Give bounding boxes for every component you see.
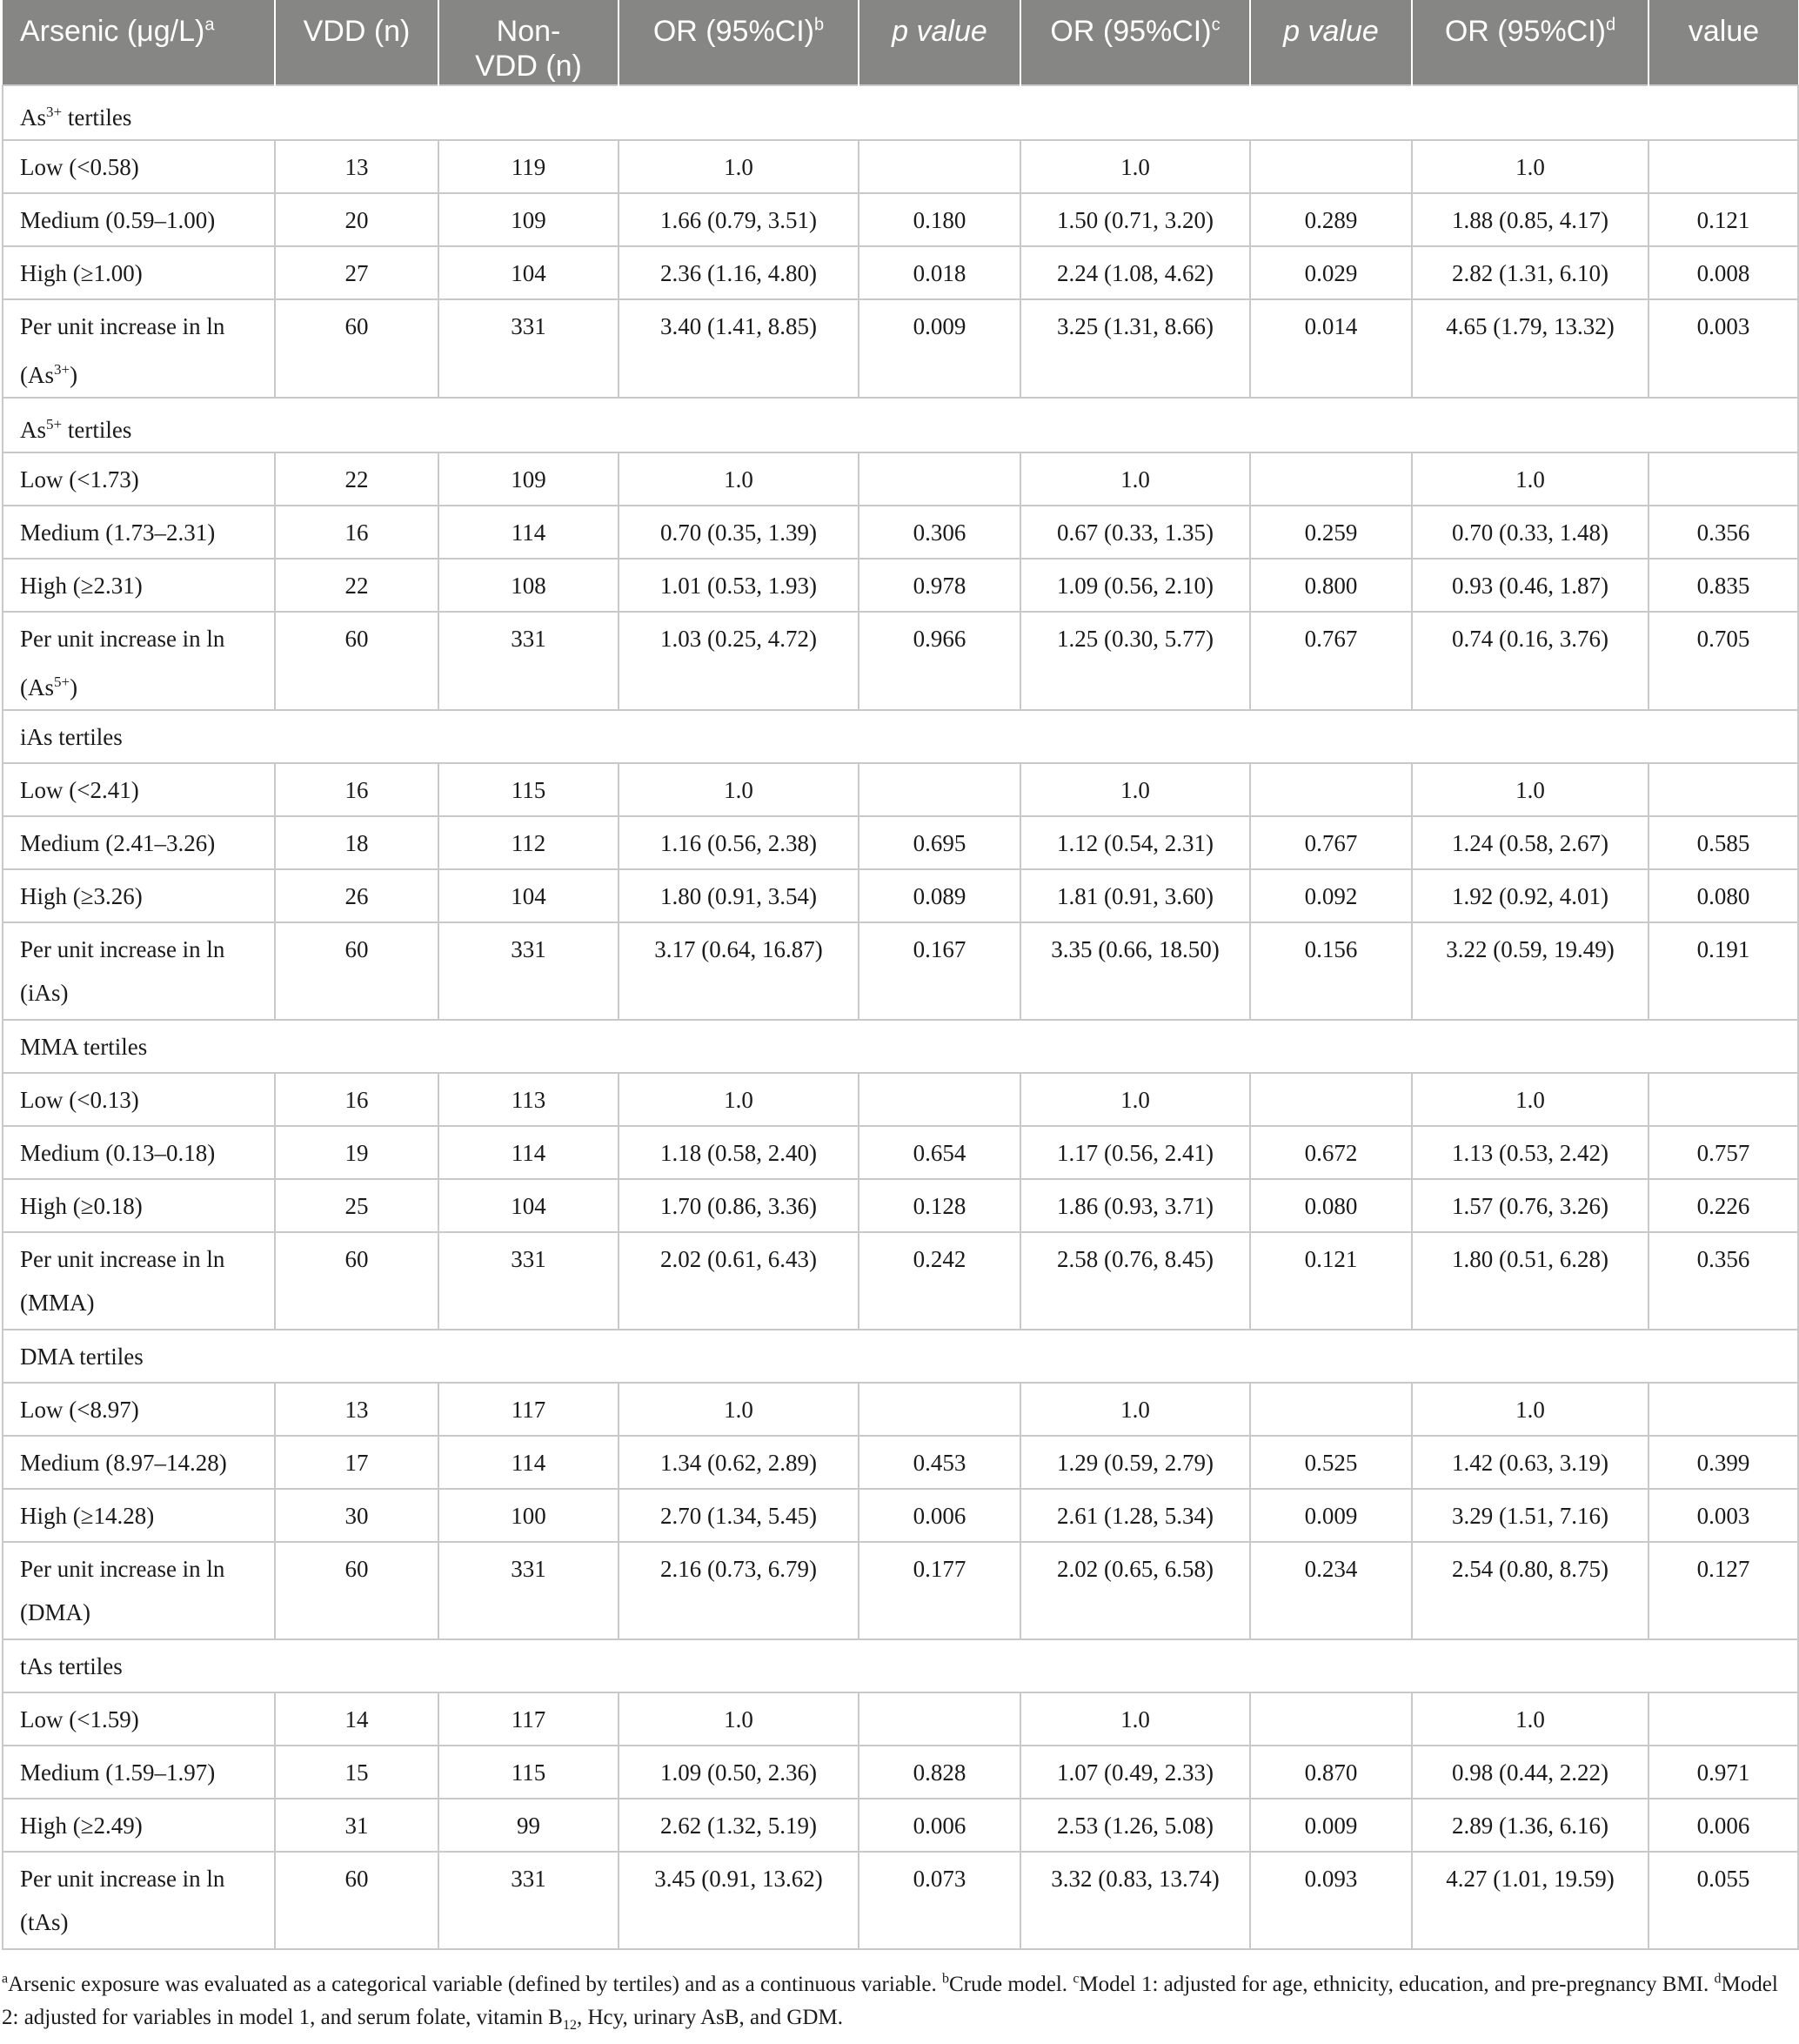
- or-crude-cell: 1.0: [619, 140, 859, 193]
- non-vdd-count-cell: 104: [438, 1179, 619, 1232]
- p-crude-cell: 0.695: [859, 816, 1020, 869]
- vdd-count-cell: 26: [275, 869, 438, 922]
- header-non-vdd: Non- VDD (n): [438, 0, 619, 85]
- p-model2-cell: [1649, 452, 1798, 506]
- vdd-count-cell: 18: [275, 816, 438, 869]
- table-footnotes: $^a$Arsenic exposure was evaluated as a categorical variable (defined by tertiles) and as a continuous variable. $^b$Crude model. $^c$Model 1: adjusted for age, ethnicity, education, and pre-pregnancy BMI. $^d$Model 2: adjusted for variables in model 1, and serum folate, vitamin $B_{12}$, Hcy, urinary AsB, and GDM.: [2, 1971, 1778, 2033]
- vdd-count-cell: 27: [275, 246, 438, 299]
- or-model2-cell: 1.92 (0.92, 4.01): [1412, 869, 1649, 922]
- vdd-count-cell: 25: [275, 1179, 438, 1232]
- p-model1-cell: 0.767: [1250, 612, 1412, 710]
- table-row: [3, 763, 1798, 816]
- or-model2-cell: 1.57 (0.76, 3.26): [1412, 1179, 1649, 1232]
- p-model1-cell: [1250, 1383, 1412, 1436]
- or-crude-cell: 1.80 (0.91, 3.54): [619, 869, 859, 922]
- p-model1-cell: [1250, 763, 1412, 816]
- header-p-model2: value: [1649, 0, 1798, 85]
- or-crude-cell: 1.0: [619, 763, 859, 816]
- p-model2-cell: 0.055: [1649, 1852, 1798, 1949]
- vdd-count-cell: 16: [275, 763, 438, 816]
- or-crude-cell: 1.0: [619, 1383, 859, 1436]
- non-vdd-count-cell: 114: [438, 506, 619, 559]
- or-model1-cell: 1.25 (0.30, 5.77): [1020, 612, 1250, 710]
- or-crude-cell: 3.45 (0.91, 13.62): [619, 1852, 859, 1949]
- or-model1-cell: 2.24 (1.08, 4.62): [1020, 246, 1250, 299]
- p-crude-cell: 0.453: [859, 1436, 1020, 1489]
- p-crude-cell: 0.966: [859, 612, 1020, 710]
- non-vdd-count-cell: 112: [438, 816, 619, 869]
- row-label: High (≥3.26): [3, 869, 275, 922]
- or-model2-cell: 4.65 (1.79, 13.32): [1412, 299, 1649, 398]
- non-vdd-count-cell: 114: [438, 1126, 619, 1179]
- vdd-count-cell: 16: [275, 506, 438, 559]
- or-model1-cell: 1.0: [1020, 1692, 1250, 1746]
- or-crude-cell: 1.0: [619, 1692, 859, 1746]
- or-model1-cell: 1.86 (0.93, 3.71): [1020, 1179, 1250, 1232]
- p-crude-cell: [859, 763, 1020, 816]
- or-crude-cell: 3.40 (1.41, 8.85): [619, 299, 859, 398]
- table-row: [3, 1383, 1798, 1436]
- or-model1-cell: 3.35 (0.66, 18.50): [1020, 922, 1250, 1020]
- or-model1-cell: 2.53 (1.26, 5.08): [1020, 1799, 1250, 1852]
- table-row: [3, 1746, 1798, 1799]
- row-label: Per unit increase in ln (DMA): [3, 1542, 275, 1639]
- or-model2-cell: 0.98 (0.44, 2.22): [1412, 1746, 1649, 1799]
- or-model1-cell: 2.02 (0.65, 6.58): [1020, 1542, 1250, 1639]
- p-model2-cell: 0.356: [1649, 1232, 1798, 1330]
- p-model2-cell: 0.705: [1649, 612, 1798, 710]
- vdd-count-cell: 16: [275, 1073, 438, 1126]
- p-model2-cell: 0.191: [1649, 922, 1798, 1020]
- non-vdd-count-cell: 331: [438, 922, 619, 1020]
- table-row: [3, 816, 1798, 869]
- non-vdd-count-cell: 100: [438, 1489, 619, 1542]
- or-crude-cell: 1.0: [619, 452, 859, 506]
- header-p-model1: p value: [1250, 0, 1412, 85]
- or-crude-cell: 2.02 (0.61, 6.43): [619, 1232, 859, 1330]
- table-row: [3, 612, 1798, 710]
- non-vdd-count-cell: 115: [438, 763, 619, 816]
- non-vdd-count-cell: 119: [438, 140, 619, 193]
- vdd-count-cell: 19: [275, 1126, 438, 1179]
- or-model1-cell: 1.0: [1020, 1383, 1250, 1436]
- p-model1-cell: 0.767: [1250, 816, 1412, 869]
- or-model1-cell: 0.67 (0.33, 1.35): [1020, 506, 1250, 559]
- or-model2-cell: 0.93 (0.46, 1.87): [1412, 559, 1649, 612]
- p-model1-cell: [1250, 1692, 1412, 1746]
- table-row: [3, 1489, 1798, 1542]
- or-model1-cell: 1.50 (0.71, 3.20): [1020, 193, 1250, 246]
- or-model2-cell: 1.80 (0.51, 6.28): [1412, 1232, 1649, 1330]
- section-title: DMA tertiles: [3, 1330, 1798, 1383]
- or-model2-cell: 1.0: [1412, 1692, 1649, 1746]
- section-header-row: [3, 398, 1798, 452]
- vdd-count-cell: 15: [275, 1746, 438, 1799]
- or-model1-cell: 1.12 (0.54, 2.31): [1020, 816, 1250, 869]
- or-model2-cell: 1.42 (0.63, 3.19): [1412, 1436, 1649, 1489]
- table-row: [3, 1542, 1798, 1639]
- p-crude-cell: [859, 452, 1020, 506]
- row-label: High (≥2.49): [3, 1799, 275, 1852]
- vdd-count-cell: 31: [275, 1799, 438, 1852]
- vdd-count-cell: 30: [275, 1489, 438, 1542]
- or-model1-cell: 1.29 (0.59, 2.79): [1020, 1436, 1250, 1489]
- section-title: $As^{5+}$ tertiles: [3, 398, 1798, 452]
- p-crude-cell: [859, 1692, 1020, 1746]
- or-model2-cell: 1.0: [1412, 452, 1649, 506]
- row-label: Medium (1.73–2.31): [3, 506, 275, 559]
- row-label: Per unit increase in ln $(As^{5+})$: [3, 612, 275, 710]
- or-crude-cell: 1.18 (0.58, 2.40): [619, 1126, 859, 1179]
- p-model1-cell: 0.080: [1250, 1179, 1412, 1232]
- or-crude-cell: 1.03 (0.25, 4.72): [619, 612, 859, 710]
- or-crude-cell: 2.62 (1.32, 5.19): [619, 1799, 859, 1852]
- or-crude-cell: 1.01 (0.53, 1.93): [619, 559, 859, 612]
- p-crude-cell: 0.006: [859, 1799, 1020, 1852]
- section-title: MMA tertiles: [3, 1020, 1798, 1073]
- or-model1-cell: 1.0: [1020, 1073, 1250, 1126]
- or-model2-cell: 3.22 (0.59, 19.49): [1412, 922, 1649, 1020]
- p-crude-cell: 0.828: [859, 1746, 1020, 1799]
- or-model2-cell: 1.88 (0.85, 4.17): [1412, 193, 1649, 246]
- p-model2-cell: 0.757: [1649, 1126, 1798, 1179]
- or-model2-cell: 0.70 (0.33, 1.48): [1412, 506, 1649, 559]
- row-label: Per unit increase in ln (tAs): [3, 1852, 275, 1949]
- section-header-row: [3, 710, 1798, 763]
- p-model2-cell: 0.121: [1649, 193, 1798, 246]
- or-crude-cell: 1.16 (0.56, 2.38): [619, 816, 859, 869]
- row-label: Medium (0.59–1.00): [3, 193, 275, 246]
- p-crude-cell: 0.167: [859, 922, 1020, 1020]
- table-row: [3, 869, 1798, 922]
- or-crude-cell: 1.66 (0.79, 3.51): [619, 193, 859, 246]
- p-model1-cell: 0.014: [1250, 299, 1412, 398]
- non-vdd-count-cell: 117: [438, 1692, 619, 1746]
- or-model2-cell: 0.74 (0.16, 3.76): [1412, 612, 1649, 710]
- or-crude-cell: 0.70 (0.35, 1.39): [619, 506, 859, 559]
- p-model2-cell: 0.356: [1649, 506, 1798, 559]
- or-model1-cell: 1.09 (0.56, 2.10): [1020, 559, 1250, 612]
- table-row: [3, 1232, 1798, 1330]
- row-label: Medium (0.13–0.18): [3, 1126, 275, 1179]
- non-vdd-count-cell: 115: [438, 1746, 619, 1799]
- or-model1-cell: 2.58 (0.76, 8.45): [1020, 1232, 1250, 1330]
- non-vdd-count-cell: 331: [438, 1542, 619, 1639]
- non-vdd-count-cell: 331: [438, 299, 619, 398]
- table-row: [3, 452, 1798, 506]
- section-header-row: [3, 85, 1798, 140]
- or-crude-cell: 1.09 (0.50, 2.36): [619, 1746, 859, 1799]
- or-model1-cell: 1.0: [1020, 140, 1250, 193]
- table-row: [3, 1073, 1798, 1126]
- p-model2-cell: [1649, 1692, 1798, 1746]
- table-row: [3, 1799, 1798, 1852]
- row-label: Low (<2.41): [3, 763, 275, 816]
- p-crude-cell: [859, 1383, 1020, 1436]
- non-vdd-count-cell: 331: [438, 612, 619, 710]
- vdd-count-cell: 60: [275, 1852, 438, 1949]
- row-label: Per unit increase in ln (MMA): [3, 1232, 275, 1330]
- non-vdd-count-cell: 108: [438, 559, 619, 612]
- vdd-count-cell: 22: [275, 452, 438, 506]
- vdd-count-cell: 60: [275, 299, 438, 398]
- or-model1-cell: 1.0: [1020, 763, 1250, 816]
- p-crude-cell: [859, 1073, 1020, 1126]
- header-or-model2: OR $(95\%CI)^d$: [1412, 0, 1649, 85]
- table-row: [3, 1692, 1798, 1746]
- or-model1-cell: 1.81 (0.91, 3.60): [1020, 869, 1250, 922]
- p-model1-cell: 0.093: [1250, 1852, 1412, 1949]
- or-model2-cell: 3.29 (1.51, 7.16): [1412, 1489, 1649, 1542]
- p-model1-cell: 0.092: [1250, 869, 1412, 922]
- p-model2-cell: 0.835: [1649, 559, 1798, 612]
- non-vdd-count-cell: 104: [438, 246, 619, 299]
- row-label: High (≥1.00): [3, 246, 275, 299]
- table-row: [3, 246, 1798, 299]
- or-model1-cell: 3.25 (1.31, 8.66): [1020, 299, 1250, 398]
- vdd-count-cell: 60: [275, 922, 438, 1020]
- non-vdd-count-cell: 99: [438, 1799, 619, 1852]
- non-vdd-count-cell: 331: [438, 1232, 619, 1330]
- p-model1-cell: 0.234: [1250, 1542, 1412, 1639]
- non-vdd-count-cell: 114: [438, 1436, 619, 1489]
- header-vdd: VDD (n): [275, 0, 438, 85]
- non-vdd-count-cell: 109: [438, 452, 619, 506]
- vdd-count-cell: 60: [275, 1542, 438, 1639]
- or-model2-cell: 4.27 (1.01, 19.59): [1412, 1852, 1649, 1949]
- vdd-count-cell: 17: [275, 1436, 438, 1489]
- or-crude-cell: 2.16 (0.73, 6.79): [619, 1542, 859, 1639]
- or-crude-cell: 1.0: [619, 1073, 859, 1126]
- p-crude-cell: 0.128: [859, 1179, 1020, 1232]
- p-model1-cell: [1250, 452, 1412, 506]
- or-model1-cell: 1.17 (0.56, 2.41): [1020, 1126, 1250, 1179]
- table-row: [3, 299, 1798, 398]
- p-model2-cell: [1649, 1073, 1798, 1126]
- p-model2-cell: 0.226: [1649, 1179, 1798, 1232]
- p-crude-cell: 0.978: [859, 559, 1020, 612]
- non-vdd-count-cell: 117: [438, 1383, 619, 1436]
- section-title: $As^{3+}$ tertiles: [3, 85, 1798, 140]
- p-model1-cell: 0.259: [1250, 506, 1412, 559]
- or-model2-cell: 1.0: [1412, 1073, 1649, 1126]
- row-label: High (≥0.18): [3, 1179, 275, 1232]
- table-row: [3, 1179, 1798, 1232]
- p-model2-cell: [1649, 1383, 1798, 1436]
- or-crude-cell: 1.70 (0.86, 3.36): [619, 1179, 859, 1232]
- results-table: [2, 0, 1799, 1950]
- p-model2-cell: 0.008: [1649, 246, 1798, 299]
- p-crude-cell: 0.009: [859, 299, 1020, 398]
- non-vdd-count-cell: 104: [438, 869, 619, 922]
- p-crude-cell: 0.306: [859, 506, 1020, 559]
- or-model2-cell: 2.89 (1.36, 6.16): [1412, 1799, 1649, 1852]
- or-model1-cell: 2.61 (1.28, 5.34): [1020, 1489, 1250, 1542]
- p-crude-cell: 0.089: [859, 869, 1020, 922]
- row-label: Medium (2.41–3.26): [3, 816, 275, 869]
- or-model1-cell: 3.32 (0.83, 13.74): [1020, 1852, 1250, 1949]
- vdd-count-cell: 60: [275, 612, 438, 710]
- table-row: [3, 559, 1798, 612]
- vdd-count-cell: 22: [275, 559, 438, 612]
- p-crude-cell: 0.006: [859, 1489, 1020, 1542]
- header-arsenic: Arsenic $(\mu g/L)^a$: [3, 0, 275, 85]
- or-crude-cell: 3.17 (0.64, 16.87): [619, 922, 859, 1020]
- vdd-count-cell: 20: [275, 193, 438, 246]
- p-model1-cell: 0.009: [1250, 1799, 1412, 1852]
- vdd-count-cell: 13: [275, 1383, 438, 1436]
- p-model2-cell: 0.006: [1649, 1799, 1798, 1852]
- or-model2-cell: 1.13 (0.53, 2.42): [1412, 1126, 1649, 1179]
- table-row: [3, 922, 1798, 1020]
- p-model2-cell: 0.080: [1649, 869, 1798, 922]
- p-model1-cell: 0.009: [1250, 1489, 1412, 1542]
- row-label: Low (<8.97): [3, 1383, 275, 1436]
- header-or-crude: OR $(95\%CI)^b$: [619, 0, 859, 85]
- or-model2-cell: 2.82 (1.31, 6.10): [1412, 246, 1649, 299]
- p-crude-cell: 0.242: [859, 1232, 1020, 1330]
- non-vdd-count-cell: 113: [438, 1073, 619, 1126]
- p-model2-cell: 0.127: [1649, 1542, 1798, 1639]
- p-crude-cell: 0.180: [859, 193, 1020, 246]
- p-model2-cell: 0.971: [1649, 1746, 1798, 1799]
- p-model1-cell: 0.525: [1250, 1436, 1412, 1489]
- or-model2-cell: 1.0: [1412, 1383, 1649, 1436]
- p-crude-cell: [859, 140, 1020, 193]
- p-model1-cell: [1250, 1073, 1412, 1126]
- header-p-crude: p value: [859, 0, 1020, 85]
- p-crude-cell: 0.177: [859, 1542, 1020, 1639]
- table-row: [3, 1852, 1798, 1949]
- p-crude-cell: 0.073: [859, 1852, 1020, 1949]
- p-model1-cell: 0.672: [1250, 1126, 1412, 1179]
- row-label: Per unit increase in ln $(As^{3+})$: [3, 299, 275, 398]
- vdd-count-cell: 13: [275, 140, 438, 193]
- or-crude-cell: 2.36 (1.16, 4.80): [619, 246, 859, 299]
- or-model2-cell: 1.24 (0.58, 2.67): [1412, 816, 1649, 869]
- table-row: [3, 506, 1798, 559]
- row-label: Per unit increase in ln (iAs): [3, 922, 275, 1020]
- row-label: High (≥2.31): [3, 559, 275, 612]
- row-label: Low (<1.59): [3, 1692, 275, 1746]
- header-or-model1: OR $(95\%CI)^c$: [1020, 0, 1250, 85]
- section-title: iAs tertiles: [3, 710, 1798, 763]
- vdd-count-cell: 14: [275, 1692, 438, 1746]
- row-label: Medium (8.97–14.28): [3, 1436, 275, 1489]
- table-row: [3, 1126, 1798, 1179]
- or-crude-cell: 2.70 (1.34, 5.45): [619, 1489, 859, 1542]
- non-vdd-count-cell: 109: [438, 193, 619, 246]
- non-vdd-count-cell: 331: [438, 1852, 619, 1949]
- p-crude-cell: 0.654: [859, 1126, 1020, 1179]
- row-label: High (≥14.28): [3, 1489, 275, 1542]
- row-label: Low (<0.58): [3, 140, 275, 193]
- row-label: Low (<1.73): [3, 452, 275, 506]
- p-model2-cell: 0.003: [1649, 299, 1798, 398]
- p-model2-cell: 0.003: [1649, 1489, 1798, 1542]
- p-model2-cell: [1649, 763, 1798, 816]
- p-model2-cell: 0.399: [1649, 1436, 1798, 1489]
- header-row: [3, 0, 1798, 85]
- p-model1-cell: 0.870: [1250, 1746, 1412, 1799]
- p-model1-cell: [1250, 140, 1412, 193]
- section-title: tAs tertiles: [3, 1639, 1798, 1692]
- vdd-count-cell: 60: [275, 1232, 438, 1330]
- table-row: [3, 140, 1798, 193]
- or-model1-cell: 1.0: [1020, 452, 1250, 506]
- section-header-row: [3, 1020, 1798, 1073]
- or-model1-cell: 1.07 (0.49, 2.33): [1020, 1746, 1250, 1799]
- table-row: [3, 193, 1798, 246]
- p-model2-cell: [1649, 140, 1798, 193]
- p-model1-cell: 0.029: [1250, 246, 1412, 299]
- row-label: Low (<0.13): [3, 1073, 275, 1126]
- p-model1-cell: 0.289: [1250, 193, 1412, 246]
- p-model1-cell: 0.800: [1250, 559, 1412, 612]
- or-model2-cell: 1.0: [1412, 763, 1649, 816]
- table-row: [3, 1436, 1798, 1489]
- section-header-row: [3, 1330, 1798, 1383]
- p-model2-cell: 0.585: [1649, 816, 1798, 869]
- or-model2-cell: 1.0: [1412, 140, 1649, 193]
- p-model1-cell: 0.156: [1250, 922, 1412, 1020]
- or-model2-cell: 2.54 (0.80, 8.75): [1412, 1542, 1649, 1639]
- p-crude-cell: 0.018: [859, 246, 1020, 299]
- section-header-row: [3, 1639, 1798, 1692]
- or-crude-cell: 1.34 (0.62, 2.89): [619, 1436, 859, 1489]
- table-body: [3, 85, 1798, 1949]
- p-model1-cell: 0.121: [1250, 1232, 1412, 1330]
- row-label: Medium (1.59–1.97): [3, 1746, 275, 1799]
